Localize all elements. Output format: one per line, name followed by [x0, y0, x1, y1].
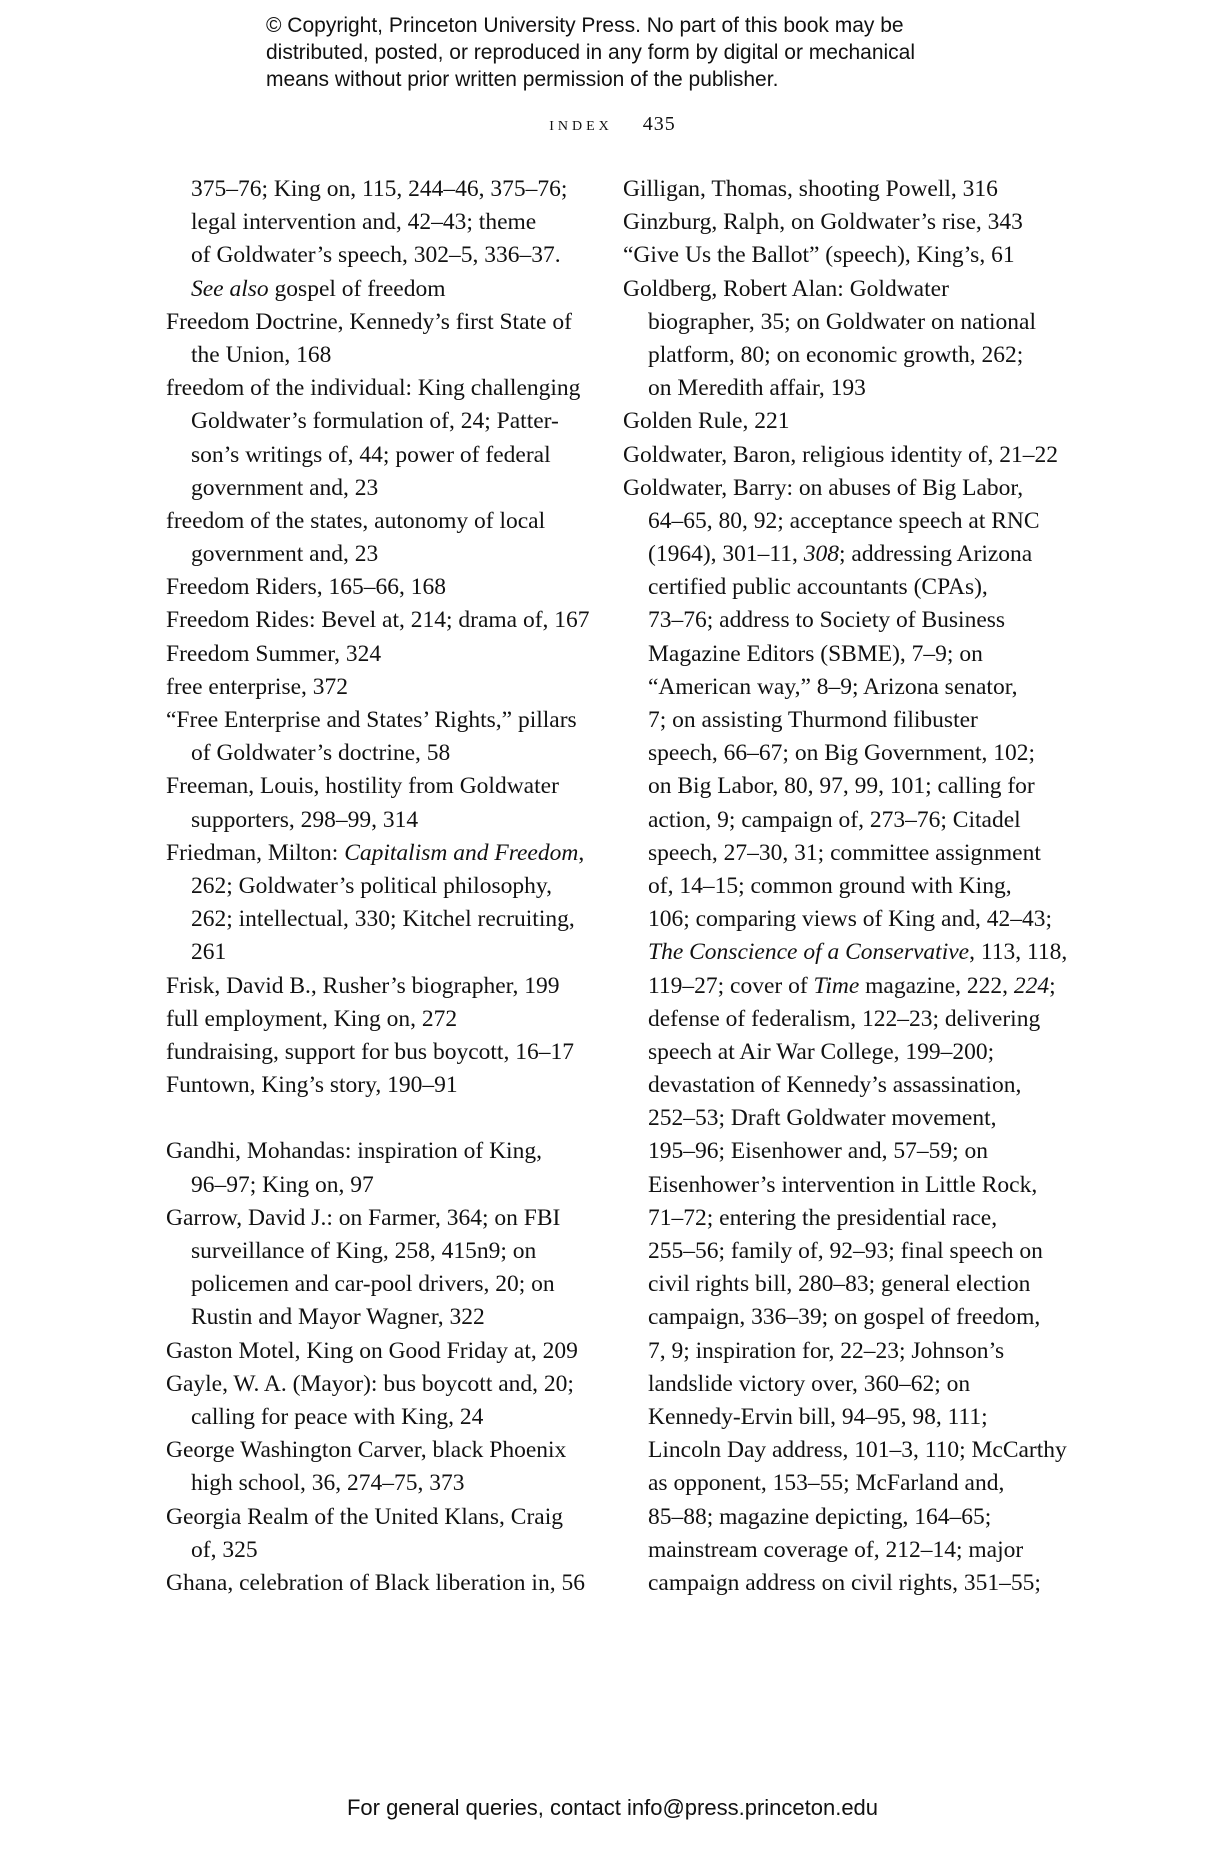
index-line — [166, 439, 586, 472]
index-text: 255–56; family of, 92–93; final speech on — [648, 1238, 1043, 1264]
index-line — [166, 1467, 586, 1500]
index-text: “American way,” 8–9; Arizona senator, — [648, 673, 1018, 700]
index-text: Gandhi, Mohandas: inspiration of King, — [166, 1138, 542, 1165]
index-line — [166, 604, 590, 637]
index-text: Freedom Rides: Bevel at, 214; drama of, 167 — [166, 607, 590, 634]
index-line — [166, 903, 586, 936]
index-line — [166, 1235, 586, 1268]
index-text: Goldwater, Baron, religious identity of, 21–22 — [623, 441, 1059, 468]
index-line — [623, 1169, 1043, 1202]
index-text: 262; Goldwater’s political philosophy, — [191, 872, 552, 899]
index-text: action, 9; campaign of, 273–76; Citadel — [648, 806, 1021, 833]
index-line — [623, 1534, 1043, 1567]
index-line — [623, 837, 1043, 870]
index-text: full employment, King on, 272 — [166, 1005, 458, 1032]
index-text: certified public accountants (CPAs), — [648, 574, 988, 601]
index-text: Ghana, celebration of Black liberation in, 56 — [166, 1569, 585, 1596]
index-text: platform, 80; on economic growth, 262; — [648, 341, 1024, 368]
index-italic-text: The Conscience of a Conservative — [648, 939, 970, 966]
index-line — [166, 936, 586, 969]
index-line — [623, 1335, 1043, 1368]
index-line — [166, 571, 586, 604]
index-line — [166, 1268, 586, 1301]
index-line — [166, 1567, 586, 1600]
index-line — [166, 1135, 586, 1168]
index-line — [166, 405, 586, 438]
index-text: , — [578, 839, 585, 866]
index-text: policemen and car-pool drivers, 20; on — [191, 1271, 555, 1298]
index-line — [623, 1003, 1043, 1036]
index-line — [166, 173, 586, 206]
index-text: government and, 23 — [191, 541, 379, 568]
index-line — [166, 770, 586, 803]
index-text: calling for peace with King, 24 — [191, 1403, 484, 1430]
index-text: civil rights bill, 280–83; general election — [648, 1271, 1031, 1298]
index-text: of Goldwater’s speech, 302–5, 336–37. — [191, 242, 561, 269]
index-line — [166, 372, 586, 405]
index-line — [623, 604, 1043, 637]
index-text: campaign address on civil rights, 351–55; — [648, 1569, 1041, 1596]
index-text: government and, 23 — [191, 474, 379, 501]
index-text: speech at Air War College, 199–200; — [648, 1038, 995, 1065]
index-column-right — [623, 173, 1068, 1600]
index-text: Magazine Editors (SBME), 7–9; on — [648, 640, 983, 667]
index-text: ; — [1049, 972, 1056, 999]
index-line — [623, 970, 1056, 1003]
index-text: Kennedy-Ervin bill, 94–95, 98, 111; — [648, 1403, 988, 1430]
index-line — [623, 804, 1043, 837]
index-line — [166, 1036, 586, 1069]
footer-contact: For general queries, contact info@press.princeton.edu — [346, 1795, 879, 1820]
index-line — [623, 538, 1043, 571]
index-line — [166, 1169, 586, 1202]
index-text: Ginzburg, Ralph, on Goldwater’s rise, 343 — [623, 209, 1023, 236]
index-italic-text: See also — [191, 275, 269, 302]
index-line — [623, 1434, 1067, 1467]
index-line — [623, 671, 1043, 704]
index-text: supporters, 298–99, 314 — [191, 806, 419, 833]
index-text: Freedom Riders, 165–66, 168 — [166, 574, 447, 601]
index-text: Friedman, Milton: — [166, 839, 345, 866]
index-line — [623, 770, 1043, 803]
index-text: 262; intellectual, 330; Kitchel recruiting, — [191, 906, 575, 933]
index-italic-text: 308 — [803, 541, 840, 568]
index-line — [623, 1567, 1043, 1600]
index-text: 252–53; Draft Goldwater movement, — [648, 1105, 997, 1132]
index-text: Gayle, W. A. (Mayor): bus boycott and, 20; — [166, 1370, 574, 1397]
index-italic-text: 224 — [1013, 972, 1050, 999]
index-text: Freeman, Louis, hostility from Goldwater — [166, 773, 559, 800]
index-text: speech, 27–30, 31; committee assignment — [648, 839, 1041, 866]
index-line — [166, 970, 586, 1003]
index-line — [166, 837, 586, 870]
index-line — [166, 1335, 586, 1368]
copyright-line: distributed, posted, or reproduced in any form by digital or mechanical — [266, 41, 916, 64]
index-text: freedom of the individual: King challenging — [166, 375, 581, 402]
index-text: Georgia Realm of the United Klans, Craig — [166, 1503, 564, 1530]
index-text: Goldwater’s formulation of, 24; Patter- — [191, 408, 559, 435]
index-text: 106; comparing views of King and, 42–43; — [648, 906, 1053, 933]
index-text: , 113, 118, — [969, 939, 1068, 966]
index-line — [166, 1301, 586, 1334]
index-line — [623, 405, 1043, 438]
index-line — [623, 1301, 1043, 1334]
index-text: of, 325 — [191, 1536, 258, 1563]
index-line — [623, 638, 1043, 671]
index-line — [623, 339, 1043, 372]
index-text: high school, 36, 274–75, 373 — [191, 1470, 465, 1497]
index-text: Rustin and Mayor Wagner, 322 — [191, 1304, 485, 1331]
index-line — [623, 704, 1043, 737]
index-line — [166, 505, 586, 538]
index-line — [166, 704, 586, 737]
index-line — [166, 1368, 586, 1401]
index-text: 7; on assisting Thurmond filibuster — [648, 707, 978, 733]
index-text: (1964), 301–11, — [648, 541, 804, 568]
index-text: Funtown, King’s story, 190–91 — [166, 1072, 458, 1099]
index-text: biographer, 35; on Goldwater on national — [648, 308, 1037, 335]
index-text: legal intervention and, 42–43; theme — [191, 209, 537, 236]
index-line — [623, 173, 1043, 206]
index-text: 71–72; entering the presidential race, — [648, 1204, 998, 1231]
index-text: Golden Rule, 221 — [623, 408, 790, 435]
index-line — [166, 804, 586, 837]
index-line — [166, 339, 586, 372]
index-text: Garrow, David J.: on Farmer, 364; on FBI — [166, 1204, 561, 1231]
index-line — [623, 571, 1043, 604]
index-line — [166, 1434, 586, 1467]
index-text: 96–97; King on, 97 — [191, 1171, 374, 1198]
index-text: “Give Us the Ballot” (speech), King’s, 61 — [623, 242, 1015, 269]
copyright-line: means without prior written permission of the publisher. — [266, 68, 779, 91]
index-line — [623, 306, 1043, 339]
index-line — [623, 737, 1043, 770]
index-text: defense of federalism, 122–23; delivering — [648, 1005, 1041, 1032]
index-line — [623, 372, 1043, 405]
index-text: of Goldwater’s doctrine, 58 — [191, 740, 451, 767]
index-line — [166, 671, 586, 704]
index-text: 64–65, 80, 92; acceptance speech at RNC — [648, 507, 1040, 534]
index-text: free enterprise, 372 — [166, 673, 349, 700]
running-head — [0, 113, 1225, 136]
index-italic-text: Time — [813, 972, 860, 999]
index-text: speech, 66–67; on Big Government, 102; — [648, 740, 1036, 767]
index-line — [623, 903, 1053, 936]
index-line — [623, 1368, 1043, 1401]
index-line — [166, 472, 586, 505]
index-line — [623, 273, 1043, 306]
index-text: 73–76; address to Society of Business — [648, 607, 1006, 634]
index-line — [623, 439, 1059, 472]
index-line — [623, 1069, 1043, 1102]
index-line — [166, 1534, 586, 1567]
index-line — [166, 206, 586, 239]
index-text: on Big Labor, 80, 97, 99, 101; calling for — [648, 773, 1035, 800]
index-line — [166, 737, 586, 770]
running-head-label: index — [549, 113, 613, 135]
index-text: Gaston Motel, King on Good Friday at, 209 — [166, 1337, 578, 1364]
index-text: ; addressing Arizona — [839, 541, 1033, 568]
index-text: Goldberg, Robert Alan: Goldwater — [623, 275, 949, 302]
index-text: son’s writings of, 44; power of federal — [191, 441, 551, 468]
index-text: 85–88; magazine depicting, 164–65; — [648, 1503, 992, 1530]
index-text: campaign, 336–39; on gospel of freedom, — [648, 1304, 1041, 1331]
index-text: Gilligan, Thomas, shooting Powell, 316 — [623, 176, 998, 202]
index-line — [166, 239, 586, 272]
index-text: 375–76; King on, 115, 244–46, 375–76; — [191, 176, 568, 202]
index-text: Freedom Summer, 324 — [166, 640, 382, 667]
index-line — [623, 206, 1043, 239]
index-line — [623, 1235, 1043, 1268]
letter-gap — [166, 1102, 586, 1135]
index-text: 7, 9; inspiration for, 22–23; Johnson’s — [648, 1337, 1005, 1364]
index-text: 119–27; cover of — [648, 972, 814, 999]
index-line — [623, 1501, 1043, 1534]
index-line — [623, 1202, 1043, 1235]
index-text: the Union, 168 — [191, 341, 332, 368]
index-line — [166, 273, 586, 306]
index-line — [623, 936, 1068, 969]
index-line — [166, 538, 586, 571]
index-text: Frisk, David B., Rusher’s biographer, 199 — [166, 972, 560, 999]
index-text: George Washington Carver, black Phoenix — [166, 1437, 567, 1464]
index-text: Freedom Doctrine, Kennedy’s first State of — [166, 308, 572, 335]
index-text: 261 — [191, 939, 227, 966]
index-text: gospel of freedom — [268, 275, 446, 302]
index-text: mainstream coverage of, 212–14; major — [648, 1536, 1024, 1563]
page-number: 435 — [642, 113, 676, 135]
index-line — [166, 1202, 586, 1235]
copyright-line: © Copyright, Princeton University Press. No part of this book may be — [266, 14, 904, 37]
index-text: Lincoln Day address, 101–3, 110; McCarthy — [648, 1437, 1067, 1464]
index-line — [166, 1003, 586, 1036]
index-line — [623, 1268, 1043, 1301]
index-text: fundraising, support for bus boycott, 16–17 — [166, 1038, 574, 1065]
index-text: on Meredith affair, 193 — [648, 375, 866, 402]
index-line — [623, 472, 1043, 505]
index-column-left — [166, 173, 590, 1600]
index-line — [166, 1401, 586, 1434]
copyright-notice — [266, 12, 1026, 93]
index-line — [623, 1036, 1043, 1069]
index-text: freedom of the states, autonomy of local — [166, 507, 546, 534]
index-line — [623, 1102, 1043, 1135]
index-line — [166, 638, 586, 671]
index-line — [166, 1069, 586, 1102]
index-text: Eisenhower’s intervention in Little Rock, — [648, 1171, 1038, 1198]
index-line — [623, 505, 1043, 538]
index-text: of, 14–15; common ground with King, — [648, 872, 1012, 899]
index-text: devastation of Kennedy’s assassination, — [648, 1072, 1022, 1099]
index-italic-text: Capitalism and Freedom — [344, 839, 579, 866]
index-line — [166, 306, 586, 339]
index-line — [166, 870, 586, 903]
index-text: Goldwater, Barry: on abuses of Big Labor, — [623, 474, 1024, 501]
index-line — [623, 239, 1043, 272]
index-text: landslide victory over, 360–62; on — [648, 1370, 971, 1397]
index-text: magazine, 222, — [859, 972, 1014, 999]
index-line — [623, 1467, 1043, 1500]
index-text: 195–96; Eisenhower and, 57–59; on — [648, 1138, 989, 1165]
index-line — [623, 1401, 1043, 1434]
index-text: as opponent, 153–55; McFarland and, — [648, 1470, 1005, 1497]
index-line — [623, 870, 1043, 903]
index-text: “Free Enterprise and States’ Rights,” pillars — [166, 707, 577, 733]
index-line — [166, 1501, 586, 1534]
index-text: surveillance of King, 258, 415n9; on — [191, 1238, 537, 1264]
index-line — [623, 1135, 1043, 1168]
